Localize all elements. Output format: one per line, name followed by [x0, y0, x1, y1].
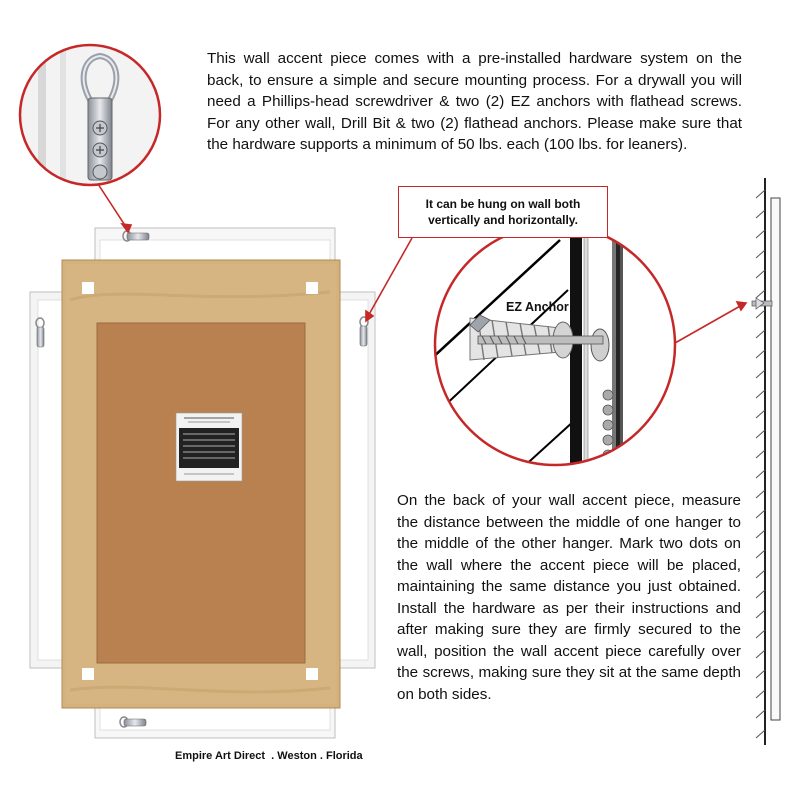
company-footer: Empire Art Direct . Weston . Florida: [175, 750, 363, 762]
care-label-sticker: [176, 413, 242, 481]
hanger-zoom-circle: [20, 40, 160, 190]
anchor-zoom-circle: [430, 210, 675, 485]
orientation-callout: It can be hung on wall both vertically and horizontally.: [398, 186, 608, 238]
intro-paragraph: This wall accent piece comes with a pre-installed hardware system on the back, to ensure a simple and secure mounting process. For a drywall you will need a Phillips-head screwdriver & two (2) EZ anchors with flathead screws. For any other wall, Drill Bit & two (2) flathead anchors. Please make sure that the hardware supports a minimum of 50 lbs. each (100 lbs. for leaners).: [207, 50, 742, 153]
wall-side-view: [752, 178, 780, 745]
ez-anchor-label: EZ Anchor: [506, 300, 569, 314]
mirror-back: [62, 260, 340, 708]
instructions-paragraph: On the back of your wall accent piece, measure the distance between the middle of one hanger to the middle of the other hanger. Mark two dots on the wall where the accent piece will be placed, maintaining the same distance you just obtained. Install the hardware as per their instructions and after making sure they are firmly secured to the wall, position the wall accent piece carefully over the screws, making sure they sit at the same depth on both sides.: [397, 492, 741, 703]
side-screw-icon: [752, 298, 772, 309]
